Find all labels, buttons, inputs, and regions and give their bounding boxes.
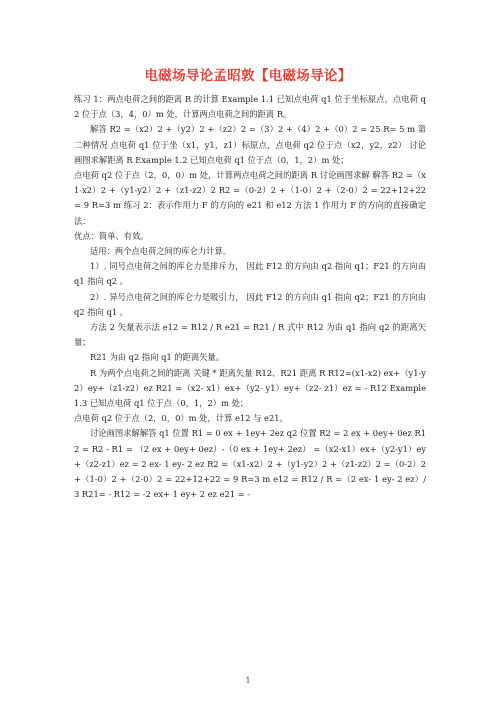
document-title: 电磁场导论孟昭敦【电磁场导论】 [144, 68, 352, 84]
page-number: 1 [245, 676, 251, 685]
paragraph-2: 解答 R2 =（x2）2 +（y2）2 +（z2）2 =（3）2 +（4）2 +（0）2 = 25 R= 5 m 第二种情况 点电荷 q1 位于坐（x1，y1，z1）标原点，点电荷 q2 位于点（x2，y2，z2） 讨论画图求解距离 R Example 1.2 已知点电荷 q1 位于点（0，1，2）m 处； [74, 124, 426, 165]
paragraph-9: R21 为由 q2 指向 q1 的距离矢量。 [90, 352, 225, 363]
paragraph-10: R 为两个点电荷之间的距离 关键 * 距离矢量 R12、R21 距离 R R12=(x1-x2) ex+（y1-y2）ey+（z1-z2）ez R21 =（x2- x1）ex+（y2- y1）ey+（z2- z1）ez = - R12 Example 1.3 已知点电荷 q1 位于点（0，1，2）m 处； [74, 367, 426, 409]
paragraph-6: 1）. 同号点电荷之间的库仑力是排斥力， 因此 F12 的方向由 q2 指向 q1；F21 的方向由 q1 指向 q2 。 [74, 261, 426, 287]
paragraph-4: 优点：简单、有效。 [74, 230, 149, 241]
paragraph-7: 2）. 异号点电荷之间的库仑力是吸引力， 因此 F12 的方向由 q1 指向 q2；F21 的方向由 q2 指向 q1 。 [74, 291, 426, 317]
paragraph-1: 练习 1：两点电荷之间的距离 R 的计算 Example 1.1 已知点电荷 q1 位于坐标原点，点电荷 q2 位于点（3，4，0）m 处，计算两点电荷之间的距离 R。 [74, 94, 426, 120]
paragraph-11: 点电荷 q2 位于点（2，0，0）m 处，计算 e12 与 e21。 [74, 413, 288, 424]
document-body [74, 92, 426, 682]
paragraph-8: 方法 2 矢量表示法 e12 = R12 / R e21 = R21 / R 式中 R12 为由 q1 指向 q2 的距离矢量； [74, 322, 426, 348]
paragraph-3: 点电荷 q2 位于点（2，0，0）m 处，计算两点电荷之间的距离 R 讨论画图求解 解答 R2 =（x1-x2）2 +（y1-y2）2 +（z1-z2）2 R2 =（0-2）2 +（1-0）2 +（2-0）2 = 22+12+22 = 9 R=3 m 练习 2：表示作用力 F 的方向的 e21 和 e12 方法 1 作用力 F 的方向的直接确定法： [74, 170, 426, 226]
paragraph-5: 适用：两个点电荷之间的库仑力计算。 [90, 246, 232, 257]
paragraph-12: 讨论画图求解解答 q1 位置 R1 = 0 ex + 1ey+ 2ez q2 位置 R2 = 2 ex + 0ey+ 0ez R12 = R2 - R1 = （2 ex + 0ey+ 0ez）-（0 ex + 1ey+ 2ez） =（x2-x1）ex+（y2-y1）ey+（z2-z1）ez = 2 ex- 1 ey- 2 ez R2 =（x1-x2）2 +（y1-y2）2 +（z1-z2）2 =（0-2）2 +（1-0）2 +（2-0）2 = 22+12+22 = 9 R=3 m e12 = R12 / R =（2 ex- 1 ey- 2 ez）/ 3 R21= - R12 = -2 ex+ 1 ey+ 2 ez e21 = - [74, 428, 426, 500]
